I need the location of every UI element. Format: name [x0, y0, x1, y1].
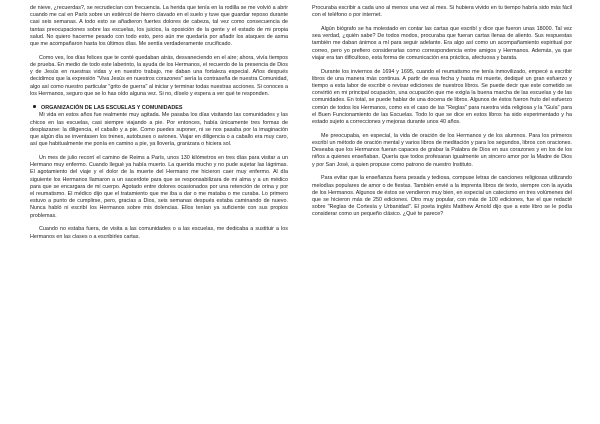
- section-heading: [30, 105, 288, 112]
- paragraph: Algún biógrafo se ha molestado en contar las cartas que escribí y dice que fueron unas 18000. Tal vez sea verdad, ¿quién sabe? De todos modos, procuraba que fueran cartas llenas de aliento. Sus respuestas también me daban ánimos a mí para seguir adelante. Era algo así como un acompañamiento espiritual por correo, pero yo prefiero considerarlas como correspondencia entre amigos y Hermanos. Además, ya que viajar era tan dificultoso, esta forma de comunicación era práctica, afectuosa y barata.: [312, 26, 572, 61]
- paragraph: Procuraba escribir a cada uno al menos una vez al mes. Si hubiera vivido en tu tiempo habría sido más fácil con el teléfono o por internet.: [312, 5, 572, 19]
- bullet-icon: [30, 105, 41, 112]
- paragraph: Durante los inviernos de 1694 y 1695, cuando el reumatismo me tenía inmovilizado, empecé a escribir libros de una manera más continua. A partir de esa fecha y hasta mi muerte, dediqué un gran esfuerzo y tiempo a esta labor de escribir o revisar ediciones de nuestros libros. Se puede decir que este cometido se convirtió en mi principal ocupación, una ocupación que me exigía la buena marcha de las escuelas y de las comunidades. En total, se puede hablar de una docena de libros. Algunos de éstos fueron fruto del esfuerzo común de todos los Hermanos, como es el caso de las "Reglas" para nuestra vida religiosa y la "Guía" para el Buen Funcionamiento de las Escuelas. Todo lo que se dice en estos libros ha sido experimentado y ha estado sujeto a correcciones y mejoras durante unos 40 años.: [312, 68, 572, 126]
- section-title: ORGANIZACIÓN DE LAS ESCUELAS Y COMUNIDADES: [41, 104, 183, 111]
- paragraph: Para evitar que la enseñanza fuera pesada y tediosa, compuse letras de canciones religiosas utilizando melodías populares de amor o de fiestas. También envié a la imprenta libros de texto, siempre con la ayuda de los Hermanos. Algunos de éstos se vendieron muy bien, en especial un catecismo en tres volúmenes del que se hicieron más de 250 ediciones. Otro muy popular, con más de 100 ediciones, fue el que redacté sobre "Reglas de Cortesía y Urbanidad". El poeta inglés Matthew Arnold dijo que a este libro se le podía considerar como un pequeño clásico. ¿Qué te parece?: [312, 175, 572, 218]
- paragraph: de nieve, ¿recuerdas?, se recrudecían con frecuencia. La herida que tenía en la rodilla se me volvió a abrir cuando me caí en París sobre un estiércol de hierro clavado en el suelo y tuve que guardar reposo durante casi seis semanas. A todo esto se añadieron fuertes dolores de cabeza, tal vez como consecuencia de tantas preocupaciones sobre las escuelas, los juicios, la oposición de la gente y el estado de mi propia salud. No quiero hacerme pesado con todo esto, pero aún me quedaría por añadir los ataques de asma que me acompañaron hasta los últimos días. Me sentía verdaderamente crucificado.: [30, 5, 288, 48]
- paragraph: Un mes de julio recorrí el camino de Reims a París, unos 130 kilómetros en tres días para visitar a un Hermano muy enfermo. Cuando llegué ya había muerto. La querida mucho y no pude sujetar las lágrimas. El agotamiento del viaje y el dolor de la muerte del Hermano me hicieron caer muy enfermo. Al día siguiente los Hermanos llamaron a un sacerdote para que se responsabilizara de mi alma y a un médico para que se encargara de mi cuerpo. Agotado entre dolores ocasionados por una retención de orina y por el reumatismo. El médico dijo que el tratamiento que me iba a dar o me mataba o me curaba. Lo primero estuvo a punto de cumplirse, pero, gracias a Dios, seis semanas después estaba caminando de nuevo. Nunca habló ni escribí los Hermanos sobre mis dolencias. Ellos tenían ya suficiente con sus propios problemas.: [30, 154, 288, 219]
- paragraph: Como ves, los días felices que te conté quedaban atrás, desvaneciendo en el aire; ahora, vivía tiempos de prueba. En medio de todo este laberinto, la ayuda de los Hermanos, el recuerdo de la presencia de Dios y de Jesús en nuestras vidas y en nuestro trabajo, me daban una fortaleza especial. Años después decidimos que la expresión "Viva Jesús en nuestros corazones" sería la contraseña de nuestra Comunidad, algo así como nuestro particular "grito de guerra" al iniciar y terminar todas nuestras acciones. Si conoces a los Hermanos, seguro que se lo has oído alguna vez. Si no, díselo y espera a ver qué te responden.: [30, 54, 288, 97]
- paragraph: Me preocupaba, en especial, la vida de oración de los Hermanos y de los alumnos. Para los primeros escribí un método de oración mental y varios libros de meditación y para los segundos, libros con oraciones. Deseaba que los Hermanos fueran capaces de grabar la Palabra de Dios en sus corazones y en los de los niños a quienes enseñaban. Quería que todos profesaran igualmente un sincero amor por la Madre de Dios y por San José, a quien propuse como patrono de nuestro Instituto.: [312, 132, 572, 168]
- paragraph: Mi vida en estos años fue realmente muy agitada. Me pasaba los días visitando las comunidades y las chicos en las escuelas, casi siempre viajando a pie. Por entonces, había únicamente tres formas de desplazarse: la diligencia, el caballo y a pie. Como puedes suponer, ni se nos pasaba por la imaginación que algún día se inventasen los trenes, autobuses o aviones. Viajar en diligencia o a caballo era muy caro, así que habitualmente me ponía en camino a pie, ya llovería, granizara o hiciera sol.: [30, 112, 288, 148]
- left-column: [30, 5, 288, 247]
- right-column: [312, 5, 572, 225]
- paragraph: Cuando no estaba fuera, de visita a las comunidades o a las escuelas, me dedicaba a sustituir a los Hermanos en las clases o a escribirles cartas.: [30, 226, 288, 240]
